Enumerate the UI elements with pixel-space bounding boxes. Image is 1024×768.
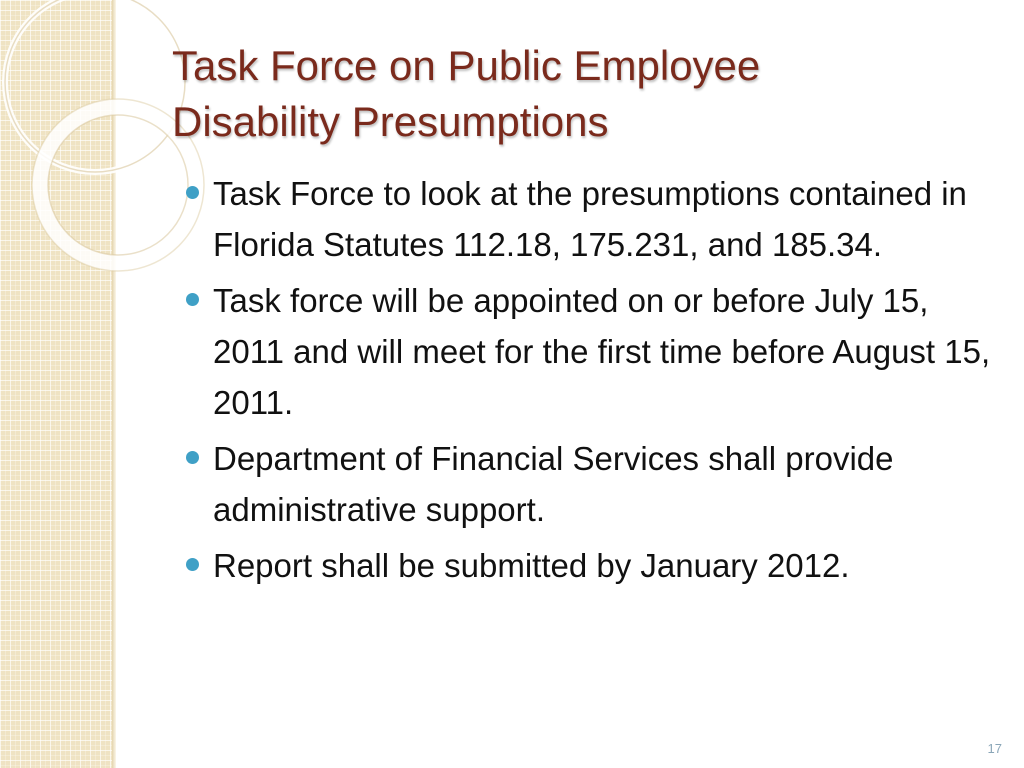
side-grid-panel bbox=[0, 0, 112, 768]
slide-number: 17 bbox=[987, 741, 1002, 756]
bullet-item bbox=[186, 168, 996, 270]
bullet-dot-icon bbox=[186, 186, 199, 199]
bullet-text: Task force will be appointed on or before July 15, 2011 and will meet for the first time before August 15, 2011. bbox=[213, 282, 991, 421]
title-line-1: Task Force on Public Employee bbox=[172, 42, 761, 89]
bullet-text: Department of Financial Services shall provide administrative support. bbox=[213, 440, 894, 528]
bullet-text: Task Force to look at the presumptions contained in Florida Statutes 112.18, 175.231, and 185.34. bbox=[213, 175, 967, 263]
bullet-text: Report shall be submitted by January 2012. bbox=[213, 547, 850, 584]
bullet-item bbox=[186, 275, 996, 428]
bullet-list bbox=[186, 168, 996, 596]
bullet-dot-icon bbox=[186, 451, 199, 464]
bullet-dot-icon bbox=[186, 558, 199, 571]
bullet-dot-icon bbox=[186, 293, 199, 306]
bullet-item bbox=[186, 540, 996, 591]
bullet-item bbox=[186, 433, 996, 535]
slide-title bbox=[172, 38, 992, 150]
side-panel-edge bbox=[112, 0, 116, 768]
title-line-2: Disability Presumptions bbox=[172, 98, 609, 145]
